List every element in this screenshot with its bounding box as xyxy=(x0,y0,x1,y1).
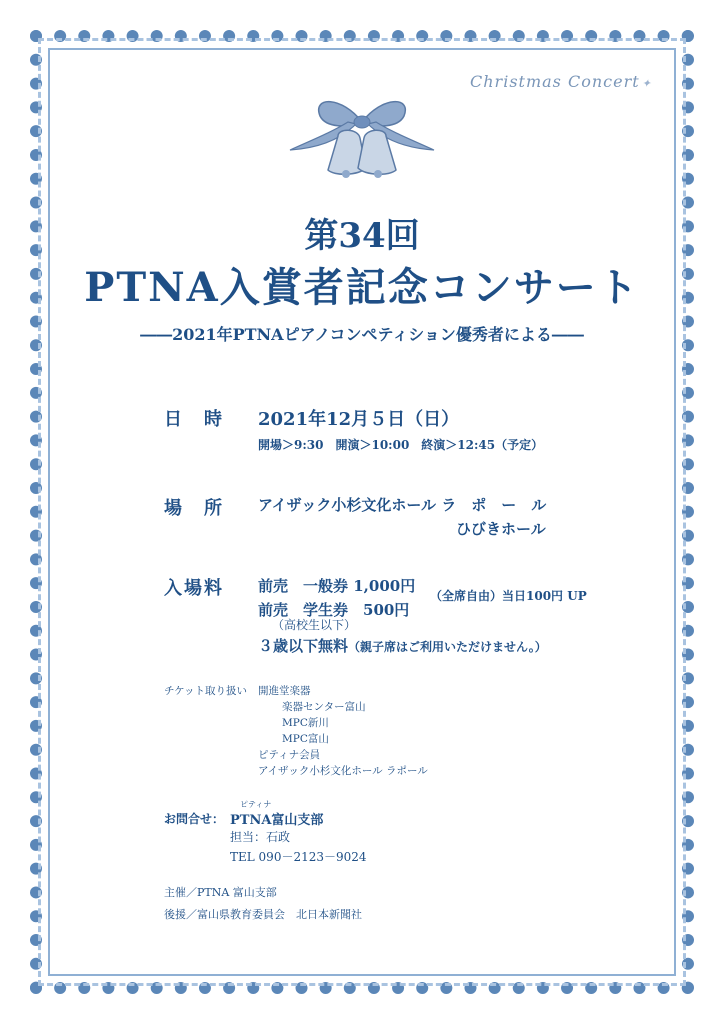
tickets-label: チケット取り扱い xyxy=(164,685,248,697)
date-label: 日 時 xyxy=(164,409,224,430)
ticket-outlet: MPC新川 xyxy=(282,717,329,729)
event-date: 2021年12月５日（日） xyxy=(258,409,460,430)
general-ticket: 前売 一般券 1,000円 xyxy=(258,577,416,595)
page-title: PTNA入賞者記念コンサート xyxy=(84,264,640,311)
edition-number: 第34回 xyxy=(304,216,420,256)
event-times: 開場＞9:30 開演＞10:00 終演＞12:45（予定） xyxy=(258,438,544,452)
door-note: （全席自由）当日100円 UP xyxy=(430,589,587,603)
organizer: 主催／PTNA 富山支部 xyxy=(164,886,277,899)
ticket-outlet: 開進堂楽器 xyxy=(258,685,311,697)
free-admission xyxy=(258,635,547,656)
ticket-outlet: ピティナ会員 xyxy=(258,749,321,761)
ticket-outlet: MPC富山 xyxy=(282,733,329,745)
script-title xyxy=(470,72,652,91)
contact-person: 担当：石政 xyxy=(230,830,291,844)
christmas-bells-icon xyxy=(282,92,442,188)
free-main: ３歳以下無料 xyxy=(258,637,349,655)
free-note: （親子席はご利用いただけません。） xyxy=(348,640,547,654)
venue-line-1: アイザック小杉文化ホール ラ ポ ー ル xyxy=(258,496,547,514)
contact-label: お問合せ： xyxy=(164,812,225,826)
ticket-outlet: 楽器センター富山 xyxy=(282,701,366,713)
sponsor: 後援／富山県教育委員会 北日本新聞社 xyxy=(164,908,362,921)
subtitle: ――2021年PTNAピアノコンペティション優秀者による―― xyxy=(140,325,584,344)
admission-label: 入場料 xyxy=(164,578,224,599)
venue-label: 場 所 xyxy=(164,498,224,519)
ticket-outlet: アイザック小杉文化ホール ラポール xyxy=(258,765,428,777)
contact-org: PTNA富山支部 xyxy=(230,813,324,828)
venue-line-2: ひびきホール xyxy=(456,520,546,538)
contact-tel: TEL 090－2123－9024 xyxy=(230,850,367,864)
student-ticket: 前売 学生券 500円 xyxy=(258,601,410,619)
script-title-text: Christmas Concert xyxy=(470,72,640,91)
contact-ruby: ピティナ xyxy=(240,800,272,809)
sparkle-icon: ✦ xyxy=(641,77,652,90)
student-note: （高校生以下） xyxy=(272,618,357,632)
